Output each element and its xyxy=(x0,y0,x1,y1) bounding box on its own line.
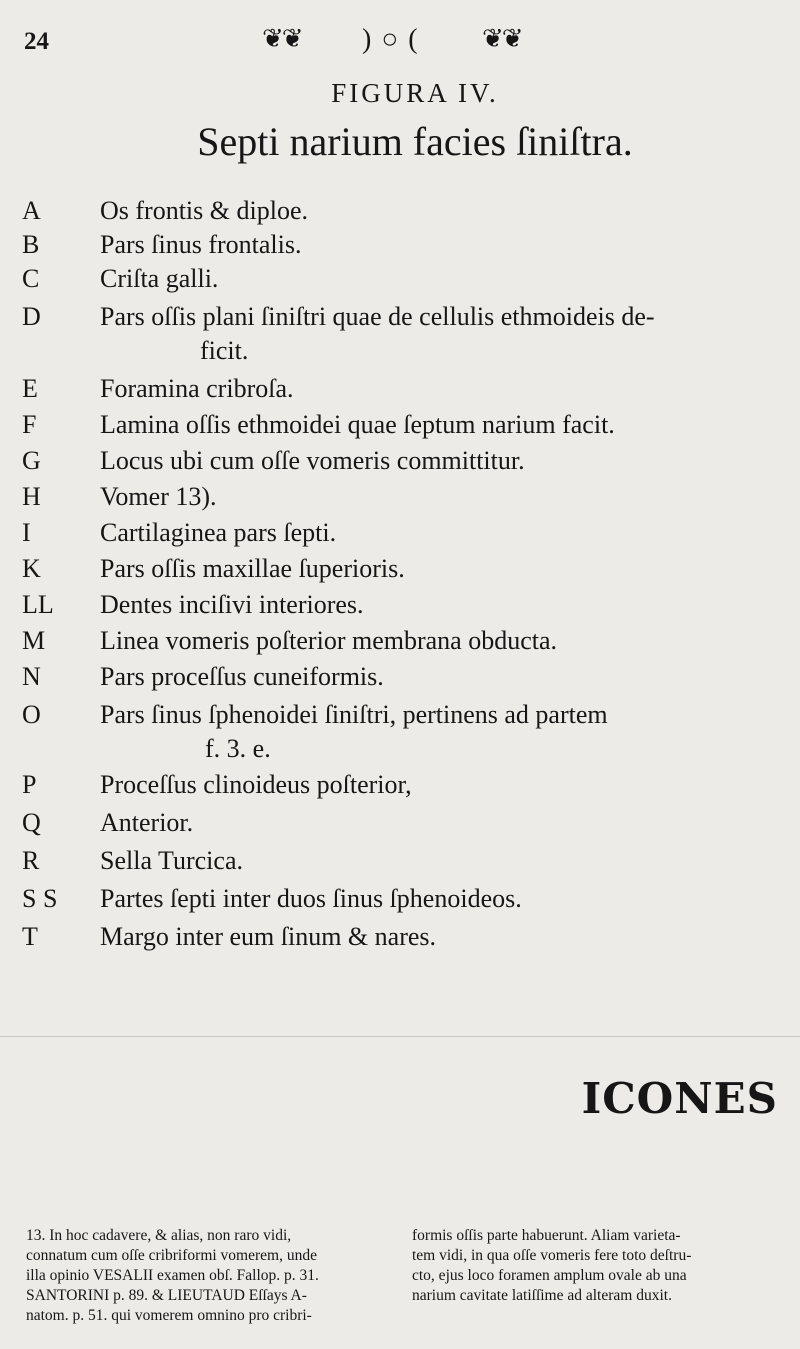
figure-label: FIGURA IV. xyxy=(331,78,499,108)
legend-text: Cartilaginea pars ſepti. xyxy=(100,518,337,547)
legend-text: Pars oſſis plani ſiniſtri quae de cellulis ethmoideis de- xyxy=(100,302,655,331)
legend-key: I xyxy=(22,518,31,547)
legend-key: D xyxy=(22,302,41,331)
legend-text: Locus ubi cum oſſe vomeris committitur. xyxy=(100,446,525,475)
legend-key: E xyxy=(22,374,38,403)
legend-key: F xyxy=(22,410,37,439)
footnote-line: SANTORINI p. 89. & LIEUTAUD Eſſays A- xyxy=(26,1287,307,1304)
legend-text: Vomer 13). xyxy=(100,482,217,511)
page-title: Septi narium facies ſiniſtra. xyxy=(197,119,633,164)
ornament-right-icon: ❦❦ xyxy=(482,24,522,53)
side-heading: ICONES xyxy=(581,1074,778,1123)
legend-text: Foramina cribroſa. xyxy=(100,374,294,403)
legend-text: Proceſſus clinoideus poſterior, xyxy=(100,770,412,799)
legend-key: P xyxy=(22,770,37,799)
footnote-line: natom. p. 51. qui vomerem omnino pro cribri- xyxy=(26,1307,312,1324)
legend-key: M xyxy=(22,626,46,655)
legend-text: Linea vomeris poſterior membrana obducta. xyxy=(100,626,558,655)
legend-key: S S xyxy=(22,884,58,913)
legend-text: Sella Turcica. xyxy=(100,846,243,875)
legend-key: LL xyxy=(22,590,54,619)
legend-key: G xyxy=(22,446,41,475)
page-header xyxy=(0,22,800,62)
legend-key: H xyxy=(22,482,41,511)
footnote-line: 13. In hoc cadavere, & alias, non raro vidi, xyxy=(26,1227,292,1244)
footnote-line: formis oſſis parte habuerunt. Aliam varieta- xyxy=(412,1227,681,1244)
legend-text: Dentes inciſivi interiores. xyxy=(100,590,364,619)
legend-text: Os frontis & diploe. xyxy=(100,196,308,225)
legend-text: Partes ſepti inter duos ſinus ſphenoideos. xyxy=(100,884,522,913)
legend-key: C xyxy=(22,264,40,293)
legend-key: N xyxy=(22,662,41,691)
footnote-line: illa opinio VESALII examen obſ. Fallop. p. 31. xyxy=(26,1267,319,1284)
ornament-left-icon: ❦❦ xyxy=(262,24,302,53)
footnote-line: connatum cum oſſe cribriformi vomerem, unde xyxy=(26,1247,317,1264)
legend-key: A xyxy=(22,196,41,225)
legend-key: B xyxy=(22,230,40,259)
bleed-through-divider xyxy=(0,1036,800,1037)
legend-text-continued: f. 3. e. xyxy=(205,734,271,763)
footnote-left-column xyxy=(26,1226,404,1326)
footnote-line: tem vidi, in qua oſſe vomeris fere toto deſtru- xyxy=(412,1247,692,1264)
legend-text: Pars ſinus ſphenoidei ſiniſtri, pertinens ad partem xyxy=(100,700,608,729)
legend-text-continued: ficit. xyxy=(200,336,249,365)
legend-text: Pars ſinus frontalis. xyxy=(100,230,302,259)
ornament-center-icon: )○( xyxy=(362,24,428,55)
footnote-right-column xyxy=(412,1226,782,1306)
legend-text: Margo inter eum ſinum & nares. xyxy=(100,922,437,951)
legend-key: T xyxy=(22,922,38,951)
page-number: 24 xyxy=(24,28,49,55)
legend-text: Lamina oſſis ethmoidei quae ſeptum narium facit. xyxy=(100,410,615,439)
footnote-line: narium cavitate latiſſime ad alteram duxit. xyxy=(412,1287,672,1304)
footnote-line: cto, ejus loco foramen amplum ovale ab una xyxy=(412,1267,687,1284)
legend-key: Q xyxy=(22,808,41,837)
legend-text: Pars oſſis maxillae ſuperioris. xyxy=(100,554,405,583)
legend-key: O xyxy=(22,700,41,729)
legend-key: R xyxy=(22,846,40,875)
legend-text: Anterior. xyxy=(100,808,194,837)
legend-key: K xyxy=(22,554,41,583)
legend-text: Pars proceſſus cuneiformis. xyxy=(100,662,384,691)
legend-text: Criſta galli. xyxy=(100,264,219,293)
